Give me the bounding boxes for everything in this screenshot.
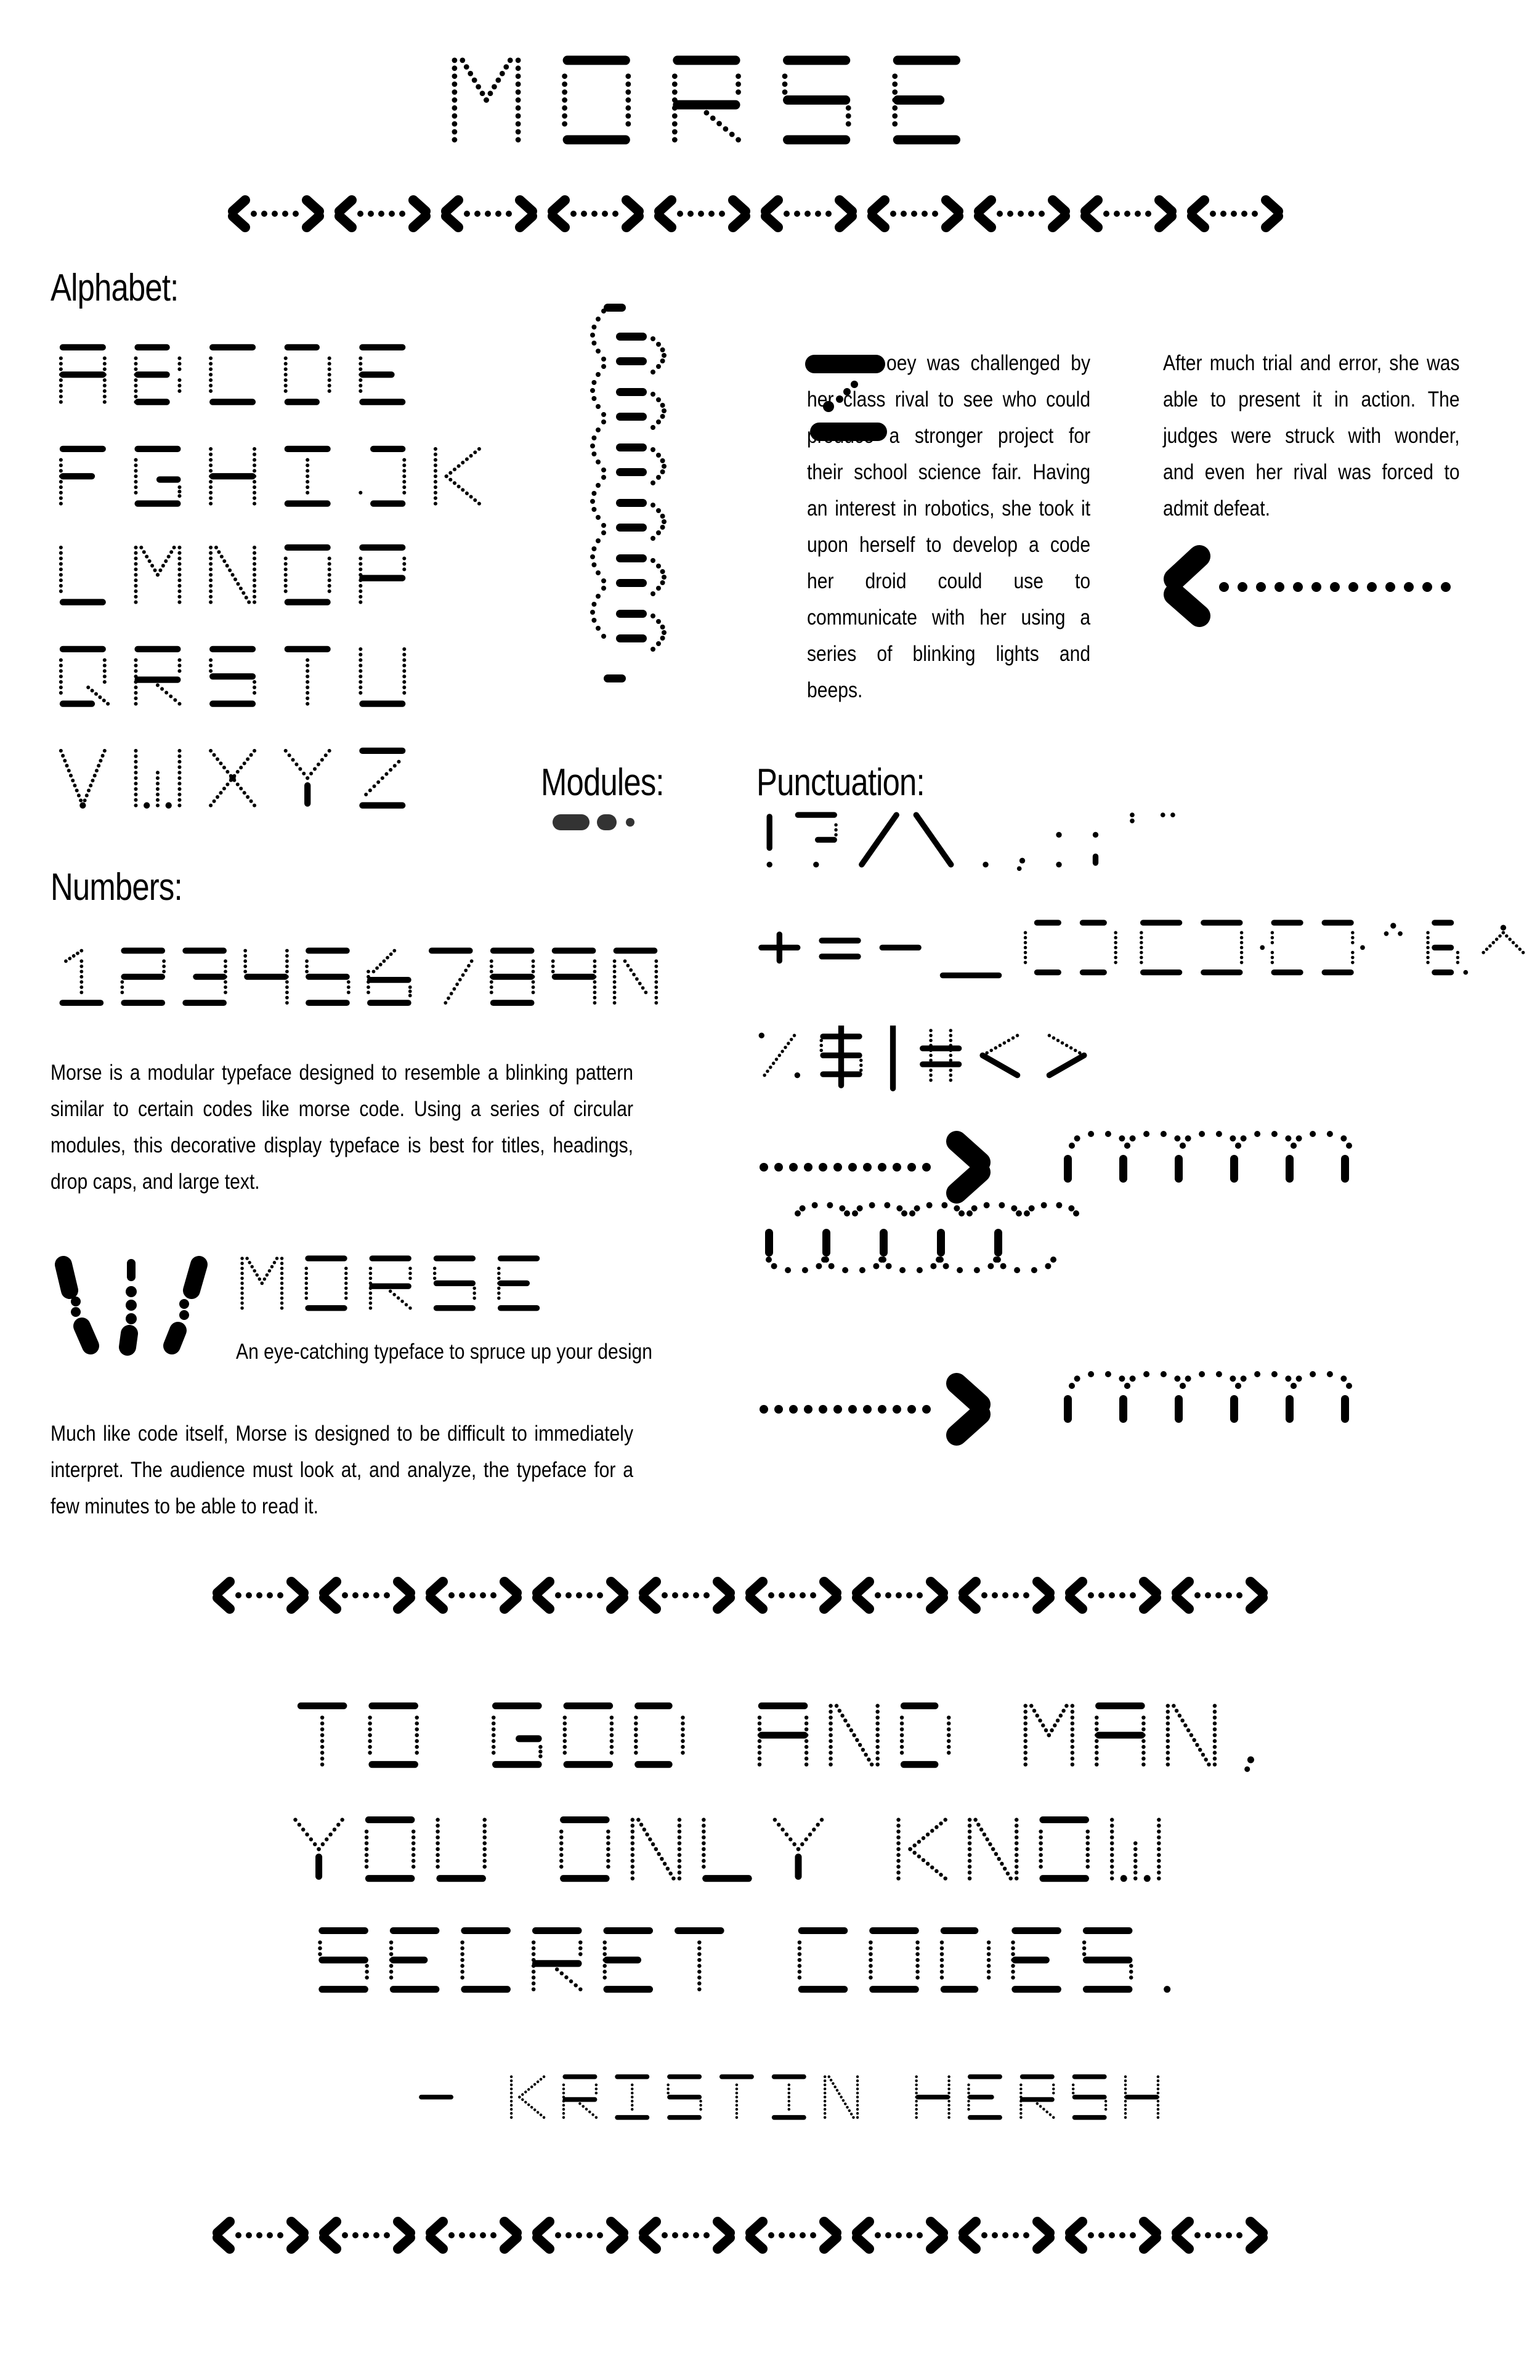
story-column-1 xyxy=(807,345,1090,708)
alphabet-ABCDE-1 xyxy=(134,344,181,405)
wave-dash xyxy=(604,674,626,682)
alphabet-row-5 xyxy=(55,745,440,823)
punctuation-row-1-glyphs xyxy=(755,810,1201,878)
modules-heading: Modules: xyxy=(541,761,664,804)
punct-2-10 xyxy=(1384,923,1403,936)
logo-wordmark-glyphs-3 xyxy=(433,1255,476,1311)
ornament-segment xyxy=(963,1582,1050,1609)
attribution-4 xyxy=(615,2074,649,2120)
attribution-10 xyxy=(915,2075,950,2119)
alphabet-FGHIJK-5 xyxy=(434,447,481,506)
ornament-segment xyxy=(339,200,426,227)
quote-1-2 xyxy=(368,1702,419,1768)
quote-attribution-glyphs xyxy=(416,2073,1181,2128)
quote-attribution xyxy=(416,2073,1181,2131)
alphabet-FGHIJK-1 xyxy=(134,446,181,507)
punct-2-5 xyxy=(1080,920,1117,975)
quote-3-1 xyxy=(389,1927,440,1993)
numbers-heading: Numbers: xyxy=(51,866,182,909)
wave-ornament xyxy=(1064,1371,1352,1423)
alphabet-LMNOP-0 xyxy=(59,546,106,605)
wave-dash xyxy=(616,388,647,396)
wave-dash xyxy=(616,468,647,476)
punct-3-1 xyxy=(820,1026,863,1088)
ornament-segment xyxy=(1177,2222,1263,2249)
alphabet-VWXYZ-2 xyxy=(209,749,256,808)
quote-1-9 xyxy=(829,1704,880,1767)
numbers-row-glyphs-4 xyxy=(305,948,350,1006)
logo-mark-icon xyxy=(52,1253,213,1358)
modules-sample xyxy=(551,812,675,836)
punctuation-row-2-glyphs xyxy=(755,918,1540,986)
ornament-rule-top xyxy=(219,188,1312,237)
quote-2-10 xyxy=(968,1818,1019,1880)
attribution-5 xyxy=(667,2074,702,2120)
punct-1-2 xyxy=(862,815,896,865)
alphabet-LMNOP-2 xyxy=(209,546,256,604)
attribution-2 xyxy=(510,2075,545,2119)
punct-1-3 xyxy=(916,815,950,865)
quote-2-12 xyxy=(1110,1818,1161,1882)
module-small-dot xyxy=(626,818,634,827)
punct-3-0 xyxy=(759,1032,800,1078)
punct-1-9 xyxy=(1161,812,1175,817)
ornament-segment xyxy=(659,200,745,227)
punct-1-1 xyxy=(795,812,838,867)
logo-tagline xyxy=(236,1334,713,1370)
attribution-6 xyxy=(719,2074,754,2119)
quote-line-2 xyxy=(290,1814,1188,1897)
quote-1-12 xyxy=(1024,1704,1075,1767)
alphabet-LMNOP-1 xyxy=(134,546,181,604)
ornament-segment xyxy=(431,2222,517,2249)
ornament-segment xyxy=(1192,200,1278,227)
alphabet-FGHIJK-0 xyxy=(59,446,106,506)
punct-2-8 xyxy=(1260,920,1303,975)
alphabet-VWXYZ-4 xyxy=(359,748,405,809)
alphabet-row-3-glyphs xyxy=(55,542,440,617)
module-large-dot xyxy=(597,814,617,830)
punctuation-heading: Punctuation: xyxy=(756,761,925,804)
punct-3-2 xyxy=(890,1026,896,1091)
ornament-segment xyxy=(766,200,852,227)
quote-line-2-glyphs xyxy=(290,1814,1188,1894)
ornament-segment xyxy=(1070,2222,1156,2249)
alphabet-row-1 xyxy=(55,342,440,419)
description-paragraph-1 xyxy=(51,1054,633,1200)
ornament-segment xyxy=(872,200,958,227)
quote-1-5 xyxy=(563,1702,614,1768)
quote-2-11 xyxy=(1039,1816,1090,1882)
quote-line-1-glyphs xyxy=(222,1700,1287,1780)
quote-2-2 xyxy=(436,1818,487,1882)
alphabet-LMNOP-3 xyxy=(284,544,331,605)
ornament-segment xyxy=(1070,1582,1156,1609)
ornament-segment xyxy=(324,1582,410,1609)
punct-1-7 xyxy=(1093,832,1098,866)
quote-3-2 xyxy=(460,1927,511,1993)
attribution-13 xyxy=(1072,2074,1107,2120)
quote-1-14 xyxy=(1166,1704,1217,1767)
quote-1-15 xyxy=(1244,1757,1254,1772)
ornament-segment xyxy=(963,2222,1050,2249)
attribution-11 xyxy=(967,2074,1002,2120)
alphabet-row-1-glyphs xyxy=(55,342,440,416)
punct-1-6 xyxy=(1056,832,1061,868)
quote-line-3 xyxy=(314,1925,1275,2008)
quote-1-13 xyxy=(1095,1702,1146,1767)
wave-dash xyxy=(604,304,626,312)
quote-2-6 xyxy=(702,1818,752,1882)
numbers-row-glyphs-7 xyxy=(490,948,535,1006)
punctuation-row-1 xyxy=(755,810,1201,881)
story-column-2 xyxy=(1163,345,1460,527)
logo-wordmark xyxy=(237,1253,567,1324)
quote-3-3 xyxy=(532,1927,583,1991)
punct-3-5 xyxy=(1048,1034,1086,1075)
wave-dash xyxy=(616,610,647,618)
ornament-segment xyxy=(1177,1582,1263,1609)
story-column-1-text: oey was challenged by her class rival to see who could produce a stronger project for their school science fair. Having an interest in robotics, she took it upon herself to develop a code her droid could use to communicate with her using a series of blinking lights and beeps. xyxy=(807,351,1091,702)
arrow-right-icon xyxy=(760,1141,980,1193)
wave-dash xyxy=(616,499,647,507)
ornament-segment xyxy=(431,1582,517,1609)
wave-dash xyxy=(616,634,647,642)
numbers-row-glyphs-1 xyxy=(120,948,166,1006)
module-dash xyxy=(553,814,590,830)
alphabet-row-5-glyphs xyxy=(55,745,440,820)
alphabet-row-2-glyphs xyxy=(55,443,515,518)
quote-3-9 xyxy=(940,1927,991,1993)
quote-2-7 xyxy=(773,1818,824,1880)
punctuation-row-3-glyphs xyxy=(755,1026,1110,1093)
punct-2-2 xyxy=(880,945,922,950)
ornament-segment xyxy=(537,1582,623,1609)
attribution-0 xyxy=(419,2095,453,2100)
alphabet-ABCDE-2 xyxy=(209,344,256,405)
quote-2-0 xyxy=(293,1818,344,1880)
punct-3-4 xyxy=(981,1034,1019,1075)
page-title-glyphs-4 xyxy=(892,55,960,144)
alphabet-VWXYZ-0 xyxy=(59,749,107,809)
punct-2-12 xyxy=(1481,925,1525,954)
quote-3-8 xyxy=(869,1927,920,1993)
quote-2-9 xyxy=(896,1818,947,1880)
arrow-wave-ornament xyxy=(755,1127,1494,1435)
quote-2-1 xyxy=(365,1816,416,1882)
alphabet-FGHIJK-2 xyxy=(209,447,256,506)
alphabet-FGHIJK-4 xyxy=(359,446,406,507)
page-title-glyphs xyxy=(447,52,1011,161)
arrow-right-icon xyxy=(760,1383,980,1435)
quote-line-3-glyphs xyxy=(314,1925,1275,2005)
wave-dash xyxy=(616,524,647,532)
ornament-rule-middle xyxy=(203,1569,1297,1619)
ornament-rule-bottom xyxy=(203,2209,1297,2259)
alphabet-row-3 xyxy=(55,542,440,620)
page-title-glyphs-1 xyxy=(562,55,631,144)
logo-wordmark-glyphs-1 xyxy=(305,1255,348,1311)
quote-1-10 xyxy=(900,1702,951,1768)
logo-wordmark-glyphs-4 xyxy=(497,1255,540,1311)
attribution-7 xyxy=(772,2074,806,2120)
wave-dash xyxy=(616,333,647,341)
quote-3-4 xyxy=(602,1927,653,1993)
quote-2-5 xyxy=(631,1818,682,1880)
numbers-row-glyphs-9 xyxy=(613,948,659,1005)
punct-1-4 xyxy=(983,862,988,867)
alphabet-QRSTU-1 xyxy=(134,646,181,706)
page-title-glyphs-3 xyxy=(782,55,851,144)
wave-ornament xyxy=(1064,1131,1352,1183)
quote-1-6 xyxy=(634,1702,685,1768)
punct-2-3 xyxy=(940,973,1002,978)
page-title xyxy=(447,52,1011,164)
wave-dash xyxy=(616,413,647,421)
numbers-row-glyphs-2 xyxy=(182,948,227,1006)
description-2-text: Much like code itself, Morse is designed to be difficult to immediately interpret. The audience must look at, and analyze, the typeface for a few minutes to be able to read it. xyxy=(51,1422,633,1518)
alphabet-row-4 xyxy=(55,644,440,721)
quote-1-8 xyxy=(758,1702,809,1767)
logo-wordmark-glyphs-2 xyxy=(369,1255,412,1309)
quote-1-1 xyxy=(298,1702,347,1767)
wave-dash xyxy=(616,579,647,587)
punct-2-0 xyxy=(758,931,800,963)
alphabet-row-2 xyxy=(55,443,515,521)
alphabet-LMNOP-4 xyxy=(359,544,406,604)
punct-1-0 xyxy=(767,814,772,867)
quote-3-5 xyxy=(675,1927,724,1991)
quote-3-7 xyxy=(798,1927,848,1993)
page-title-glyphs-2 xyxy=(672,55,741,142)
logo-wordmark-glyphs xyxy=(237,1253,567,1321)
alphabet-heading: Alphabet: xyxy=(51,267,179,309)
ornament-segment xyxy=(750,1582,837,1609)
wave-ornament-vertical xyxy=(582,299,681,693)
quote-3-11 xyxy=(1082,1927,1133,1993)
quote-3-10 xyxy=(1011,1927,1061,1993)
ornament-segment xyxy=(644,2222,730,2249)
alphabet-ABCDE-4 xyxy=(359,344,405,405)
ornament-segment xyxy=(217,1582,304,1609)
alphabet-ABCDE-0 xyxy=(59,344,107,404)
numbers-row-glyphs-5 xyxy=(367,949,412,1006)
punct-2-9 xyxy=(1322,920,1365,975)
attribution-12 xyxy=(1019,2074,1055,2119)
punct-1-5 xyxy=(1017,858,1025,871)
wave-dash xyxy=(616,554,647,562)
numbers-row-glyphs-8 xyxy=(551,948,597,1005)
description-paragraph-2 xyxy=(51,1415,633,1524)
numbers-row-glyphs-0 xyxy=(60,949,104,1006)
ornament-segment xyxy=(857,1582,943,1609)
numbers-row-glyphs-6 xyxy=(429,948,474,1005)
quote-3-12 xyxy=(1164,1986,1170,1993)
alphabet-FGHIJK-3 xyxy=(285,446,331,507)
alphabet-QRSTU-0 xyxy=(59,646,110,707)
punct-1-8 xyxy=(1130,812,1135,823)
wave-dash xyxy=(616,443,647,451)
ornament-segment xyxy=(979,200,1065,227)
numbers-row-glyphs xyxy=(55,945,681,1017)
arrow-left-icon xyxy=(1161,545,1481,644)
ornament-segment xyxy=(553,200,639,227)
attribution-8 xyxy=(824,2075,859,2119)
alphabet-VWXYZ-3 xyxy=(284,749,331,807)
punct-2-4 xyxy=(1024,920,1061,975)
ornament-segment xyxy=(1085,200,1172,227)
punctuation-row-3 xyxy=(755,1026,1110,1096)
ornament-segment xyxy=(233,200,319,227)
alphabet-QRSTU-2 xyxy=(209,646,256,707)
quote-2-4 xyxy=(559,1816,610,1882)
punctuation-row-2 xyxy=(755,918,1540,989)
alphabet-ABCDE-3 xyxy=(284,344,331,405)
page-title-glyphs-0 xyxy=(452,58,521,143)
ornament-segment xyxy=(857,2222,943,2249)
punct-2-6 xyxy=(1140,920,1182,975)
numbers-row xyxy=(55,945,681,1020)
story-column-2-text: After much trial and error, she was able to present it in action. The judges were struck with wonder, and even her rival was forced to admit defeat. xyxy=(1163,351,1460,520)
punct-3-3 xyxy=(920,1029,962,1082)
description-1-text: Morse is a modular typeface designed to resemble a blinking pattern similar to certain codes like morse code. Using a series of circular modules, this decorative display typeface is best for titles, headings, drop caps, and large text. xyxy=(51,1061,633,1194)
attribution-3 xyxy=(562,2074,598,2119)
alphabet-row-4-glyphs xyxy=(55,644,440,718)
wave-dash xyxy=(616,357,647,365)
alphabet-QRSTU-3 xyxy=(285,646,331,706)
ornament-segment xyxy=(324,2222,410,2249)
alphabet-QRSTU-4 xyxy=(359,647,406,707)
attribution-14 xyxy=(1124,2075,1159,2119)
quote-line-1 xyxy=(222,1700,1287,1783)
logo-tagline-text: An eye-catching typeface to spruce up your design xyxy=(236,1340,652,1364)
quote-1-4 xyxy=(492,1702,543,1768)
ornament-segment xyxy=(217,2222,304,2249)
ornament-segment xyxy=(644,1582,730,1609)
ornament-segment xyxy=(537,2222,623,2249)
ornament-segment xyxy=(446,200,532,227)
punct-2-1 xyxy=(819,937,861,959)
quote-3-0 xyxy=(318,1927,369,1993)
punct-2-7 xyxy=(1201,920,1243,975)
alphabet-VWXYZ-1 xyxy=(134,749,181,809)
logo-wordmark-glyphs-0 xyxy=(240,1257,283,1309)
punct-2-11 xyxy=(1426,920,1468,975)
ornament-segment xyxy=(750,2222,837,2249)
numbers-row-glyphs-3 xyxy=(243,949,288,1005)
wave-ornament xyxy=(765,1202,1079,1273)
